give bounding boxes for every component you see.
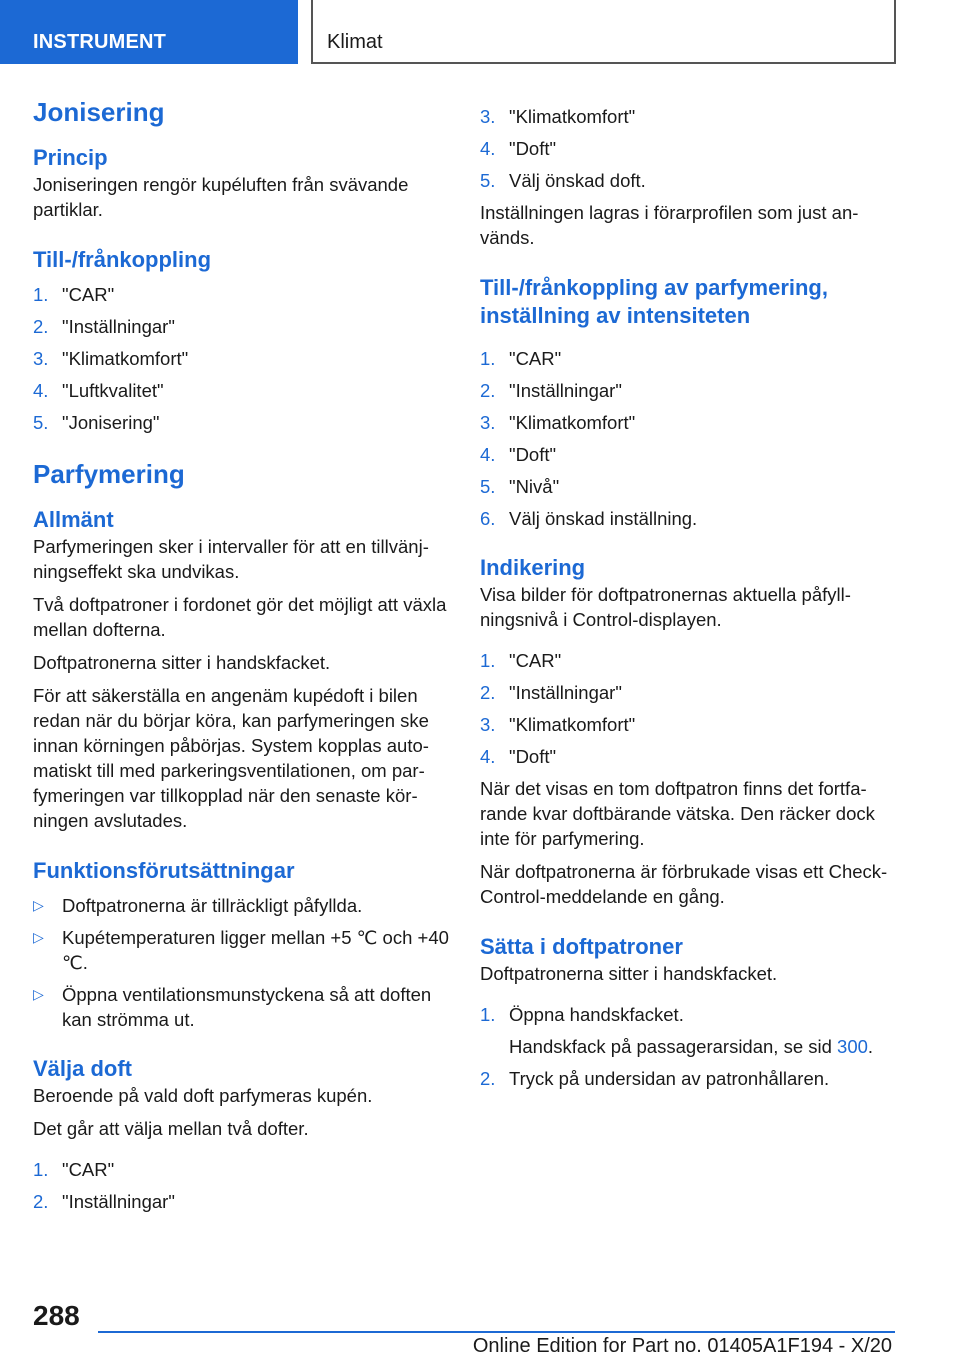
left-column — [33, 96, 453, 1221]
list-item: 1. "CAR" — [33, 284, 115, 305]
satta-text: Doftpatronerna sitter i handskfacket. — [480, 963, 778, 984]
list-item: 2. "Inställningar" — [480, 380, 622, 401]
list-item: ▷ Doftpatronerna är tillräckligt påfyllda. — [33, 895, 363, 916]
allmant-heading: Allmänt — [33, 507, 114, 532]
triangle-bullet-icon: ▷ — [33, 897, 44, 913]
allmant-p2: Två doftpatroner i fordonet gör det möjligt att växla mellan dofterna. — [33, 594, 447, 640]
jonisering-heading: Jonisering — [33, 97, 165, 127]
list-item: 5. Välj önskad doft. — [480, 170, 646, 191]
valja-steps — [33, 1157, 453, 1214]
valja-steps-cont — [480, 104, 900, 193]
till-parf-steps — [480, 346, 900, 531]
page-reference-link[interactable]: 300 — [837, 1036, 868, 1057]
section-tab — [0, 0, 298, 64]
indikering-steps — [480, 648, 900, 769]
allmant-p1: Parfymeringen sker i intervaller för att en tillvänjningseffekt ska undvikas. — [33, 536, 429, 582]
indikering-p2: När doftpatronerna är förbrukade visas ett Check-Control-meddelande en gång. — [480, 861, 888, 907]
list-item: 5. "Nivå" — [480, 476, 560, 497]
list-item: 1. Öppna handskfacket. — [480, 1004, 684, 1025]
till-parf-heading: Till-/frånkoppling av parfymering, inställning av intensiteten — [480, 275, 828, 328]
satta-heading: Sätta i doftpatroner — [480, 934, 683, 959]
list-item: 5. "Jonisering" — [33, 412, 160, 433]
list-item: 6. Välj önskad inställning. — [480, 508, 698, 529]
list-item: 4. "Doft" — [480, 746, 557, 767]
triangle-bullet-icon: ▷ — [33, 986, 44, 1002]
list-item: 3. "Klimatkomfort" — [33, 348, 189, 369]
section-label: INSTRUMENT — [33, 31, 167, 53]
list-item: 3. "Klimatkomfort" — [480, 412, 636, 433]
indikering-heading: Indikering — [480, 555, 586, 580]
list-subitem: Handskfack på passagerarsidan, se sid 300. — [509, 1036, 874, 1057]
list-item: ▷ Öppna ventilationsmunstyckena så att doften kan strömma ut. — [33, 984, 432, 1030]
satta-steps — [480, 1002, 900, 1091]
till-heading: Till-/frånkoppling — [33, 247, 212, 272]
page-number: 288 — [33, 1300, 80, 1331]
list-item: ▷ Kupétemperaturen ligger mellan +5 ℃ och +40 ℃. — [33, 927, 449, 973]
list-item: 2. Tryck på undersidan av patronhållaren. — [480, 1068, 830, 1089]
footer-edition: Online Edition for Part no. 01405A1F194 - X/20 — [472, 1335, 892, 1357]
list-item: 3. "Klimatkomfort" — [480, 106, 636, 127]
chapter-label: Klimat — [327, 31, 383, 53]
allmant-p3: Doftpatronerna sitter i handskfacket. — [33, 652, 331, 673]
list-item: 4. "Doft" — [480, 444, 557, 465]
indikering-text: Visa bilder för doftpatronernas aktuella påfyllningsnivå i Control-displayen. — [480, 584, 851, 630]
list-item: 3. "Klimatkomfort" — [480, 714, 636, 735]
chapter-header — [311, 0, 896, 64]
right-column — [480, 104, 900, 1098]
list-item: 1. "CAR" — [480, 348, 562, 369]
list-item: 2. "Inställningar" — [33, 316, 175, 337]
till-steps — [33, 282, 453, 435]
list-item: 2. "Inställningar" — [33, 1191, 175, 1212]
allmant-p4: För att säkerställa en angenäm kupédoft i bilen redan när du börjar köra, kan parfymeringen ske innan körningen påbörjas. System kopplas automatiskt till med parkeringsventilationen, om parfymeringen var tillkopplad när den senaste körningen avslutades. — [33, 685, 429, 831]
list-item: 1. "CAR" — [33, 1159, 115, 1180]
footer-divider — [98, 1331, 895, 1333]
parfymering-heading: Parfymering — [33, 459, 185, 489]
list-item: 2. "Inställningar" — [480, 682, 622, 703]
triangle-bullet-icon: ▷ — [33, 929, 44, 945]
list-item: 4. "Doft" — [480, 138, 557, 159]
valja-note: Inställningen lagras i förarprofilen som just används. — [480, 202, 859, 248]
valja-p2: Det går att välja mellan två dofter. — [33, 1118, 309, 1139]
valja-heading: Välja doft — [33, 1056, 133, 1081]
princip-heading: Princip — [33, 145, 108, 170]
funktion-heading: Funktionsförutsättningar — [33, 858, 295, 883]
princip-text: Joniseringen rengör kupéluften från svävande partiklar. — [33, 174, 409, 220]
valja-p1: Beroende på vald doft parfymeras kupén. — [33, 1085, 373, 1106]
list-item: 4. "Luftkvalitet" — [33, 380, 164, 401]
list-item: 1. "CAR" — [480, 650, 562, 671]
indikering-p1: När det visas en tom doftpatron finns det fortfarande kvar doftbärande vätska. Den räcker dock inte för parfymering. — [480, 778, 875, 849]
funktion-list — [33, 893, 453, 1032]
